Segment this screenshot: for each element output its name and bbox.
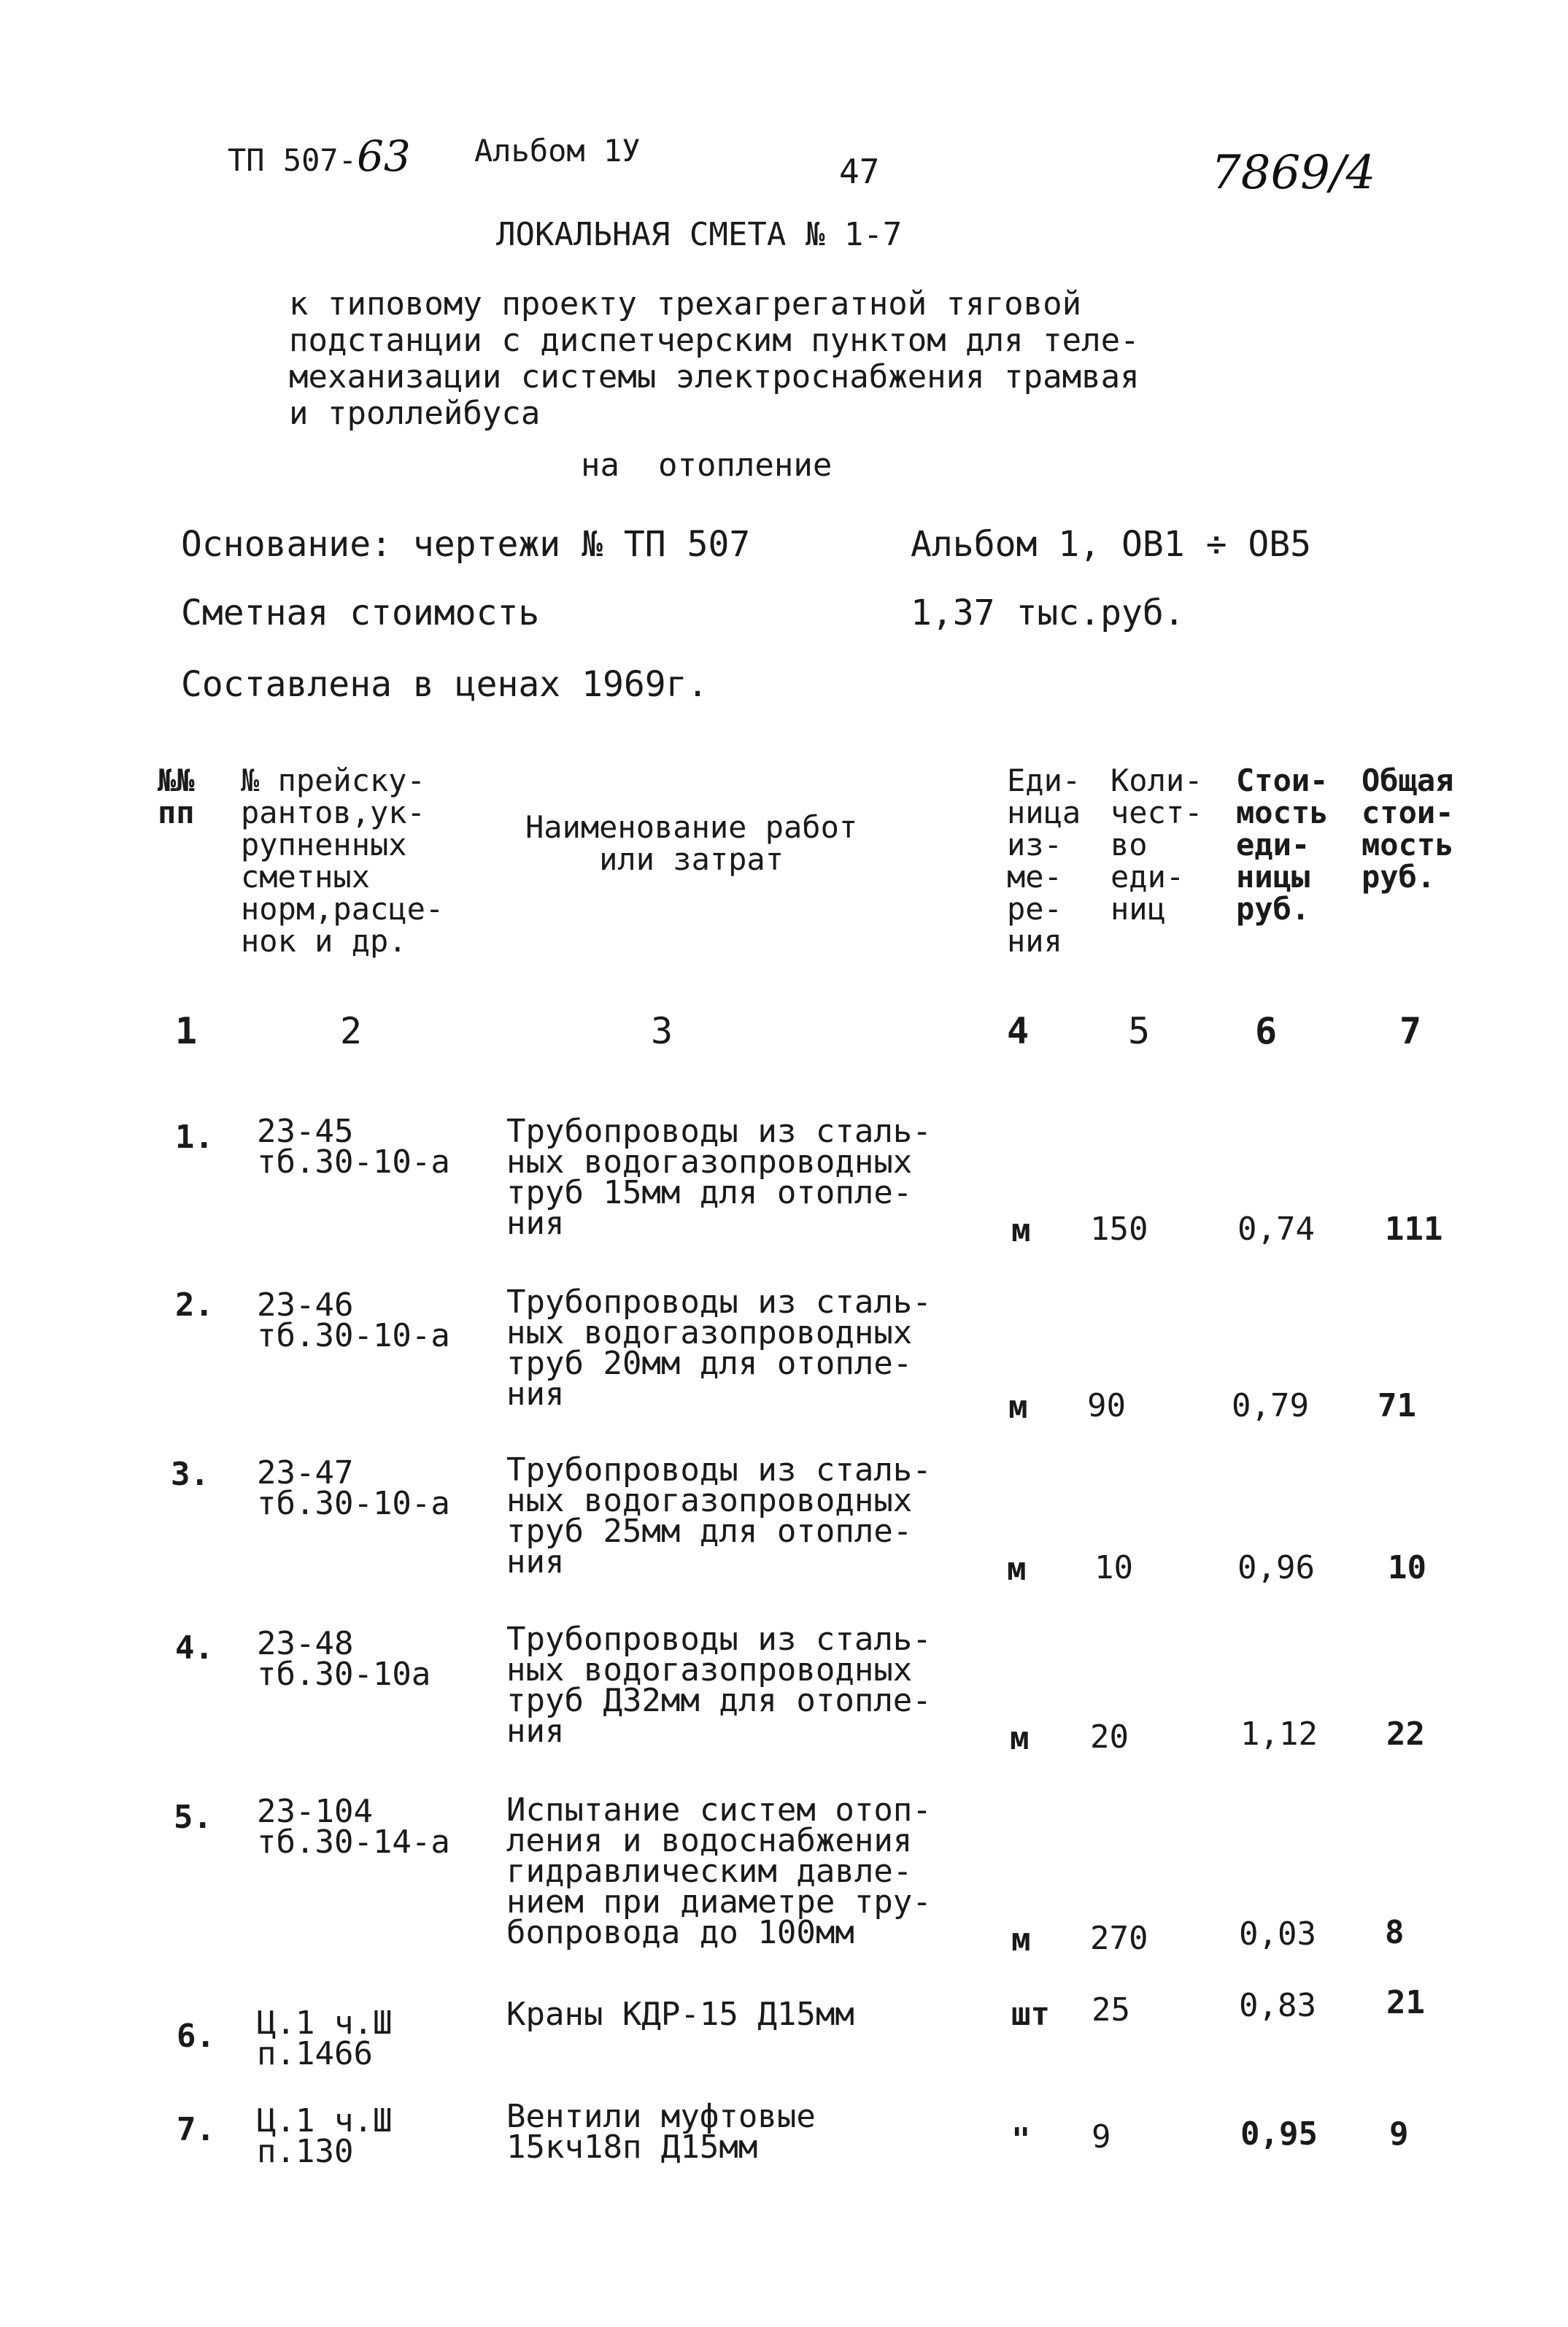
column-number: 4: [1007, 1010, 1030, 1052]
row-total-cost: 21: [1386, 1984, 1425, 2021]
row-reference: 23-45 тб.30-10-а: [257, 1113, 450, 1181]
row-total-cost: 111: [1385, 1211, 1443, 1248]
row-work-name: Вентили муфтовые 15кч18п Д15мм: [506, 2098, 816, 2166]
row-unit: м: [1008, 1389, 1028, 1426]
row-work-name: Трубопроводы из сталь- ных водогазопроводных труб Д32мм для отопле- ния: [506, 1621, 932, 1750]
column-number: 6: [1255, 1010, 1278, 1052]
row-reference: Ц.1 ч.Ш п.1466: [257, 2004, 393, 2072]
header-quantity: Коли- чест- во еди- ниц: [1111, 763, 1203, 927]
document-title: ЛОКАЛЬНАЯ СМЕТА № 1-7: [496, 216, 903, 253]
page-number: 47: [839, 152, 880, 191]
row-work-name: Краны КДР-15 Д15мм: [506, 1996, 854, 2033]
header-unit-cost: Стои- мость еди- ницы руб.: [1236, 763, 1329, 927]
row-number: 4.: [175, 1629, 214, 1667]
column-number: 3: [651, 1010, 673, 1052]
subtitle-line: механизации системы электроснабжения трамвая: [289, 358, 1140, 395]
row-total-cost: 8: [1385, 1914, 1405, 1951]
row-unit: м: [1010, 1720, 1030, 1757]
row-quantity: 25: [1092, 1991, 1130, 2029]
header-total-cost: Общая стои- мость руб.: [1362, 763, 1454, 895]
row-unit: м: [1011, 1921, 1031, 1959]
row-unit: м: [1007, 1551, 1027, 1588]
estimated-cost-label: Сметная стоимость: [181, 593, 540, 633]
row-reference: Ц.1 ч.Ш п.130: [257, 2102, 393, 2170]
row-total-cost: 22: [1386, 1716, 1425, 1753]
header-work-name: Наименование работ или затрат: [525, 809, 858, 877]
header-row-number: №№ пп: [158, 763, 195, 830]
column-number: 5: [1128, 1010, 1151, 1052]
row-unit-cost: 0,95: [1240, 2115, 1318, 2153]
header-unit: Еди- ница из- ме- ре- ния: [1007, 763, 1081, 959]
subtitle-line: к типовому проекту трехагрегатной тяговой: [289, 285, 1082, 323]
column-number: 2: [340, 1010, 363, 1052]
row-unit-cost: 1,12: [1240, 1716, 1318, 1753]
prices-note: Составлена в ценах 1969г.: [181, 664, 708, 705]
column-number: 1: [175, 1010, 198, 1052]
row-number: 7.: [177, 2111, 215, 2148]
row-quantity: 10: [1094, 1549, 1133, 1586]
row-total-cost: 10: [1388, 1549, 1426, 1586]
header-price-list: № прейску- рантов,ук- рупненных сметных норм,расце- нок и др.: [241, 763, 444, 959]
row-unit: шт: [1011, 1996, 1050, 2033]
row-unit-cost: 0,74: [1237, 1211, 1315, 1248]
row-reference: 23-47 тб.30-10-а: [257, 1454, 450, 1522]
row-work-name: Трубопроводы из сталь- ных водогазопроводных труб 25мм для отопле- ния: [506, 1451, 932, 1581]
row-work-name: Трубопроводы из сталь- ных водогазопроводных труб 15мм для отопле- ния: [506, 1113, 932, 1242]
row-reference: 23-104 тб.30-14-а: [257, 1793, 450, 1861]
row-quantity: 20: [1090, 1718, 1129, 1756]
row-unit-cost: 0,79: [1232, 1387, 1309, 1424]
row-number: 3.: [171, 1456, 209, 1493]
purpose: на отопление: [581, 447, 833, 484]
row-unit-cost: 0,96: [1237, 1549, 1315, 1586]
row-unit-cost: 0,83: [1239, 1987, 1316, 2024]
basis-label: Основание: чертежи № ТП 507: [181, 524, 751, 565]
subtitle: [289, 286, 1140, 432]
basis-value: Альбом 1, ОВ1 ÷ ОВ5: [911, 524, 1312, 565]
row-quantity: 9: [1092, 2118, 1111, 2156]
row-total-cost: 9: [1389, 2115, 1409, 2153]
project-code-prefix: ТП 507-: [228, 142, 358, 178]
row-number: 6.: [177, 2018, 215, 2055]
row-unit-cost: 0,03: [1239, 1915, 1316, 1953]
row-unit: ": [1011, 2121, 1031, 2158]
row-reference: 23-48 тб.30-10а: [257, 1625, 431, 1693]
row-unit: м: [1011, 1212, 1031, 1249]
row-quantity: 90: [1087, 1387, 1126, 1424]
row-reference: 23-46 тб.30-10-а: [257, 1286, 450, 1354]
album-label: Альбом 1У: [474, 133, 641, 169]
inventory-number-handwritten: 7869/4: [1211, 146, 1376, 200]
column-number: 7: [1399, 1010, 1422, 1052]
subtitle-line: и троллейбуса: [289, 395, 541, 432]
subtitle-line: подстанции с диспетчерским пунктом для теле-: [289, 322, 1140, 359]
estimated-cost-value: 1,37 тыс.руб.: [911, 593, 1185, 633]
row-quantity: 270: [1090, 1920, 1148, 1957]
row-number: 2.: [175, 1286, 214, 1324]
project-code-handwritten: 63: [357, 131, 411, 181]
row-total-cost: 71: [1378, 1387, 1416, 1424]
row-number: 5.: [174, 1799, 212, 1836]
row-quantity: 150: [1090, 1211, 1148, 1248]
row-number: 1.: [175, 1119, 214, 1156]
row-work-name: Трубопроводы из сталь- ных водогазопроводных труб 20мм для отопле- ния: [506, 1284, 932, 1413]
row-work-name: Испытание систем отоп- ления и водоснабжения гидравлическим давле- нием при диаметре тру- бопровода до 100мм: [506, 1791, 932, 1951]
project-code: [228, 131, 411, 181]
